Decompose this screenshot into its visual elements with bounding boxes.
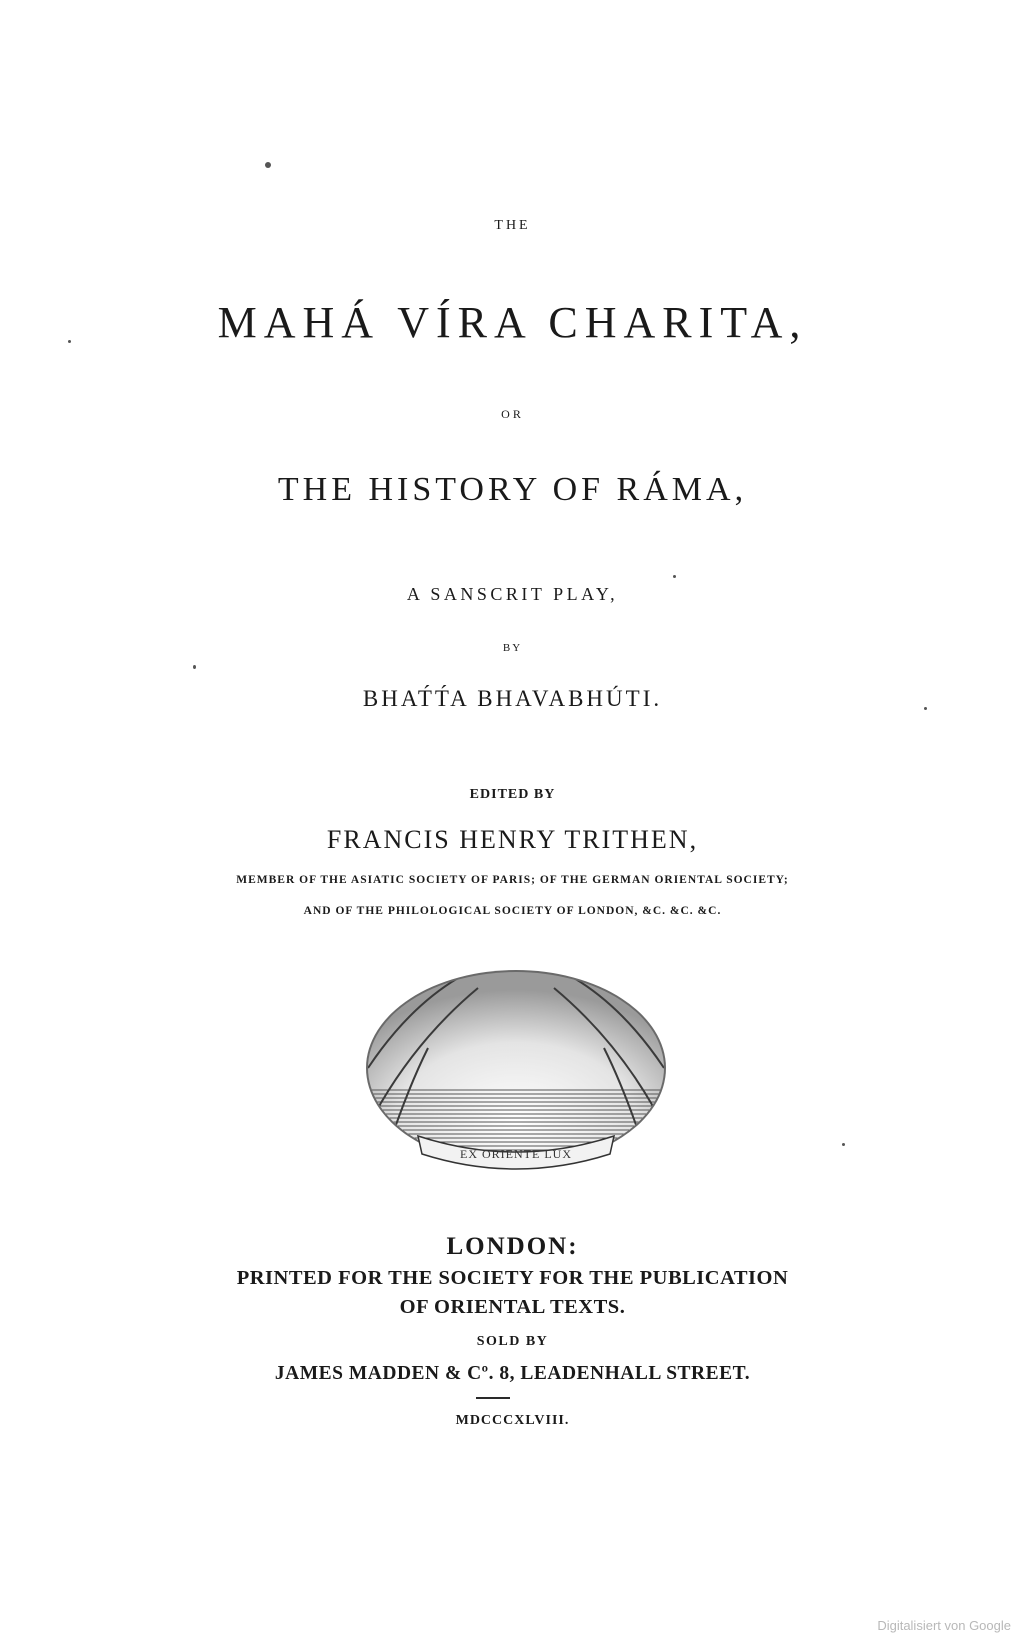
publication-year: MDCCCXLVIII. <box>455 1413 570 1428</box>
paper-speck <box>924 707 927 710</box>
imprint-place: LONDON: <box>446 1233 579 1260</box>
paper-speck <box>673 575 676 578</box>
by-line: BY <box>502 642 523 654</box>
book-title: MAHÁ VÍRA CHARITA, <box>217 298 808 347</box>
paper-speck <box>68 340 71 343</box>
sold-by-label: SOLD BY <box>476 1334 549 1349</box>
genre-line: A SANSCRIT PLAY, <box>406 584 619 604</box>
author-name: BHAT́T́A BHAVABHÚTI. <box>362 686 663 711</box>
book-subtitle: THE HISTORY OF RÁMA, <box>277 471 748 508</box>
edited-by-label: EDITED BY <box>469 787 556 802</box>
sunrise-vignette-image <box>348 968 684 1188</box>
publisher-line: JAMES MADDEN & Cº. 8, LEADENHALL STREET. <box>274 1363 751 1384</box>
digitization-watermark: Digitalisiert von Google <box>877 1618 1011 1633</box>
paper-speck <box>265 162 271 168</box>
editor-name: FRANCIS HENRY TRITHEN, <box>326 825 699 854</box>
editor-membership-line-1: MEMBER OF THE ASIATIC SOCIETY OF PARIS; OF THE GERMAN ORIENTAL SOCIETY; <box>236 874 789 886</box>
paper-speck <box>842 1143 845 1146</box>
divider-rule <box>476 1397 510 1399</box>
title-prefix: THE <box>494 218 531 233</box>
editor-membership-line-2: AND OF THE PHILOLOGICAL SOCIETY OF LONDON, &C. &C. &C. <box>303 905 722 917</box>
title-conjunction: OR <box>501 407 524 421</box>
vignette-motto: EX ORIENTE LUX <box>460 1147 572 1161</box>
printed-for-line-1: PRINTED FOR THE SOCIETY FOR THE PUBLICATION <box>236 1267 789 1289</box>
paper-speck <box>193 665 196 669</box>
printed-for-line-2: OF ORIENTAL TEXTS. <box>399 1296 626 1318</box>
